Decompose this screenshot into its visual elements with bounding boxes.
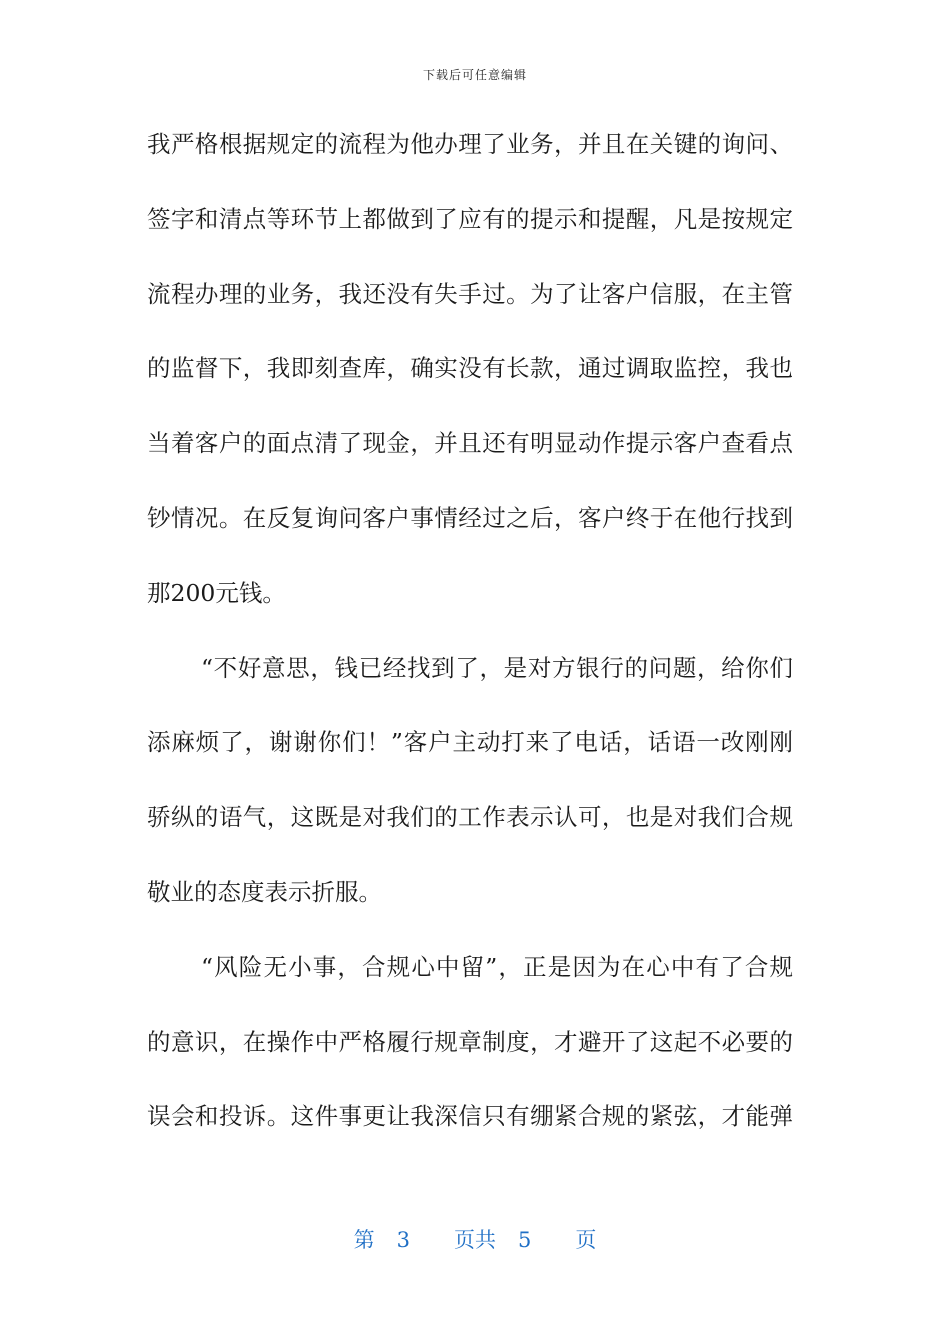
page-footer-middle: 页共 <box>454 1228 496 1252</box>
page-number-current: 3 <box>396 1228 410 1252</box>
paragraph-line: 骄纵的语气，这既是对我们的工作表示认可，也是对我们合规 <box>147 803 793 832</box>
page-number-total: 5 <box>518 1228 532 1252</box>
paragraph-line: 钞情况。在反复询问客户事情经过之后，客户终于在他行找到 <box>147 503 793 532</box>
paragraph-line: “不好意思，钱已经找到了，是对方银行的问题，给你们 <box>201 653 793 682</box>
paragraph-line: 流程办理的业务，我还没有失手过。为了让客户信服，在主管 <box>147 279 793 308</box>
paragraph-line: 当着客户的面点清了现金，并且还有明显动作提示客户查看点 <box>147 429 793 458</box>
paragraph-line: 签字和清点等环节上都做到了应有的提示和提醒，凡是按规定 <box>147 204 793 233</box>
page-footer-prefix: 第 <box>353 1228 375 1252</box>
paragraph-line: 的意识，在操作中严格履行规章制度，才避开了这起不必要的 <box>147 1027 793 1056</box>
page-footer <box>0 1224 950 1254</box>
page-footer-suffix: 页 <box>575 1228 597 1252</box>
paragraph-line: 添麻烦了，谢谢你们！”客户主动打来了电话，话语一改刚刚 <box>147 728 793 757</box>
paragraph-line: 我严格根据规定的流程为他办理了业务，并且在关键的询问、 <box>147 130 793 158</box>
paragraph-line: 误会和投诉。这件事更让我深信只有绷紧合规的紧弦，才能弹 <box>147 1102 793 1131</box>
paragraph-line: 的监督下，我即刻查库，确实没有长款，通过调取监控，我也 <box>147 354 793 383</box>
body-text <box>147 107 793 1154</box>
paragraph-line: 敬业的态度表示折服。 <box>147 877 382 906</box>
page-header-note: 下载后可任意编辑 <box>422 68 527 82</box>
paragraph-line: 那200元钱。 <box>147 578 286 607</box>
paragraph-line: “风险无小事，合规心中留”，正是因为在心中有了合规 <box>201 952 793 981</box>
